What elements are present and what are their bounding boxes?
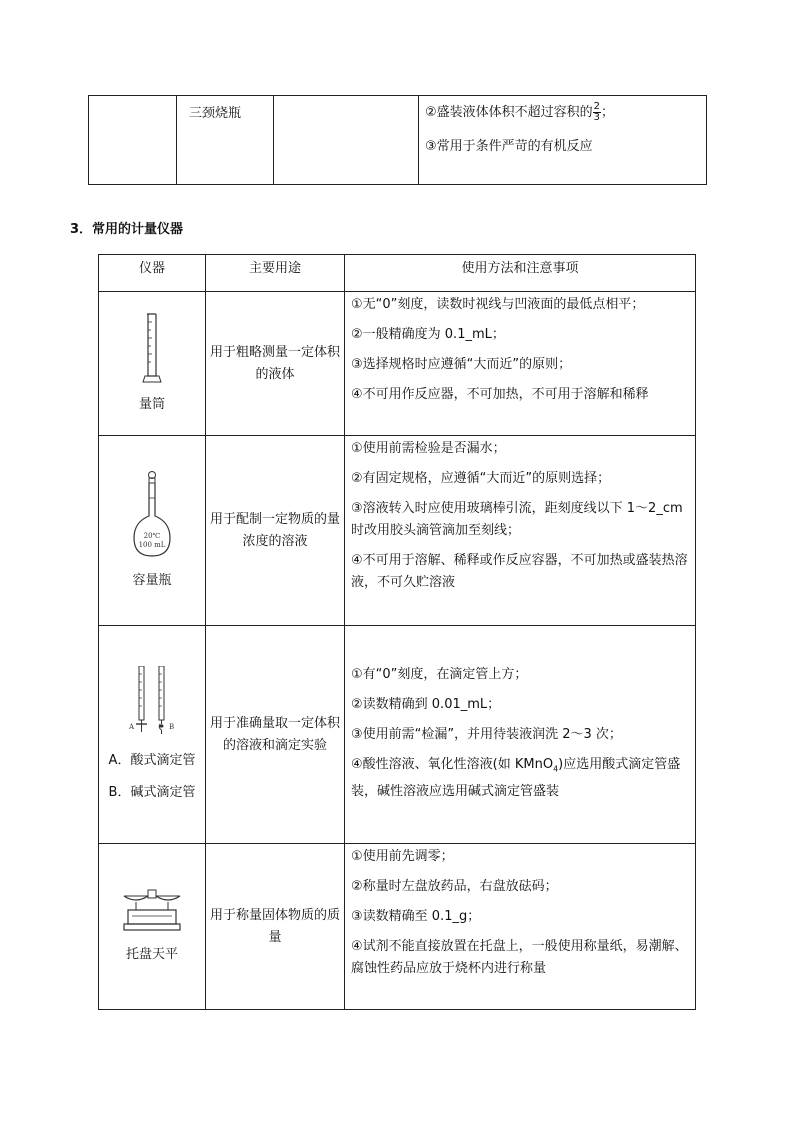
note: ②一般精确度为 0.1_mL； [351,327,505,342]
note: ②有固定规格，应遵循“大而近”的原则选择； [351,471,611,486]
note: ④不可用作反应器，不可加热，不可用于溶解和稀释 [351,387,649,402]
instrument-name: 托盘天平 [125,946,178,962]
fraction-numerator: 2 [593,101,601,112]
notes-cell [345,436,696,626]
header-instrument: 仪器 [99,255,206,292]
graduated-cylinder-icon [140,312,164,384]
instrument-name-a: A．酸式滴定管 [108,752,196,768]
fraction-denominator: 3 [593,112,601,123]
use-cell: 用于准确量取一定体积的溶液和滴定实验 [206,626,345,844]
note: ③使用前需“检漏”，并用待装液润洗 2～3 次； [351,727,622,743]
table-row [99,844,696,1010]
note: ③选择规格时应遵循“大而近”的原则； [351,357,572,372]
balance-icon [120,888,184,932]
note-2-end: ； [601,105,615,120]
note: ②读数精确到 0.01_mL； [351,697,501,713]
measuring-instruments-table [98,254,696,1010]
instrument-name: 量筒 [138,396,165,412]
burette-icon [122,666,182,738]
note: ④试剂不能直接放置在托盘上，一般使用称量纸，易潮解、腐蚀性药品应放于烧杯内进行称量 [351,939,688,976]
note: ③读数精确至 0.1_g； [351,909,481,924]
use-cell: 用于称量固体物质的质量 [206,844,345,1010]
note-3: ③常用于条件严苛的有机反应 [425,139,593,154]
instrument-name: 三颈烧瓶 [189,106,242,121]
notes-cell [419,96,707,185]
notes-cell [345,844,696,1010]
note-4-text-end: )应选用酸式滴定管盛装，碱性溶液应选用碱式滴定管盛装 [351,757,681,799]
label-a: A [129,722,135,731]
subscript: 4 [553,764,559,774]
instrument-cell [99,292,206,436]
note-2-text: ②盛装液体体积不超过容积的 [425,105,593,120]
note: ①使用前需检验是否漏水； [351,441,506,456]
note-2 [425,102,700,123]
note: ①使用前先调零； [351,849,454,864]
note-4-text: ④酸性溶液、氧化性溶液(如 KMnO [351,757,554,773]
header-use: 主要用途 [206,255,345,292]
fraction [593,102,601,123]
note: ③溶液转入时应使用玻璃棒引流，距刻度线以下 1～2_cm 时改用胶头滴管滴加至刻线； [351,501,683,538]
use-cell: 用于配制一定物质的量浓度的溶液 [206,436,345,626]
instrument-cell [99,844,206,1010]
empty-cell [89,96,177,185]
instrument-name: 容量瓶 [132,572,172,588]
table-header-row [99,255,696,292]
instrument-cell [99,626,206,844]
flask-label-volume: 100 mL [138,540,166,549]
note: ①无“0”刻度，读数时视线与凹液面的最低点相平； [351,297,645,312]
section-heading: 3．常用的计量仪器 [70,222,184,237]
instrument-name-cell [177,96,274,185]
note: ④不可用于溶解、稀释或作反应容器，不可加热或盛装热溶液，不可久贮溶液 [351,553,688,590]
use-cell: 用于粗略测量一定体积的液体 [206,292,345,436]
note [351,754,689,803]
note: ②称量时左盘放药品，右盘放砝码； [351,879,558,894]
instrument-name-b: B．碱式滴定管 [108,784,196,800]
empty-cell [274,96,419,185]
volumetric-flask-icon [130,470,174,560]
instrument-cell [99,436,206,626]
note: ①有“0”刻度，在滴定管上方； [351,667,528,683]
flask-label-temperature: 20℃ [143,531,161,540]
notes-cell [345,626,696,844]
table-row [99,436,696,626]
notes-cell [345,292,696,436]
label-b: B [169,722,175,731]
table-row [99,292,696,436]
table-row [99,626,696,844]
top-fragment-table [88,95,707,185]
header-notes: 使用方法和注意事项 [345,255,696,292]
